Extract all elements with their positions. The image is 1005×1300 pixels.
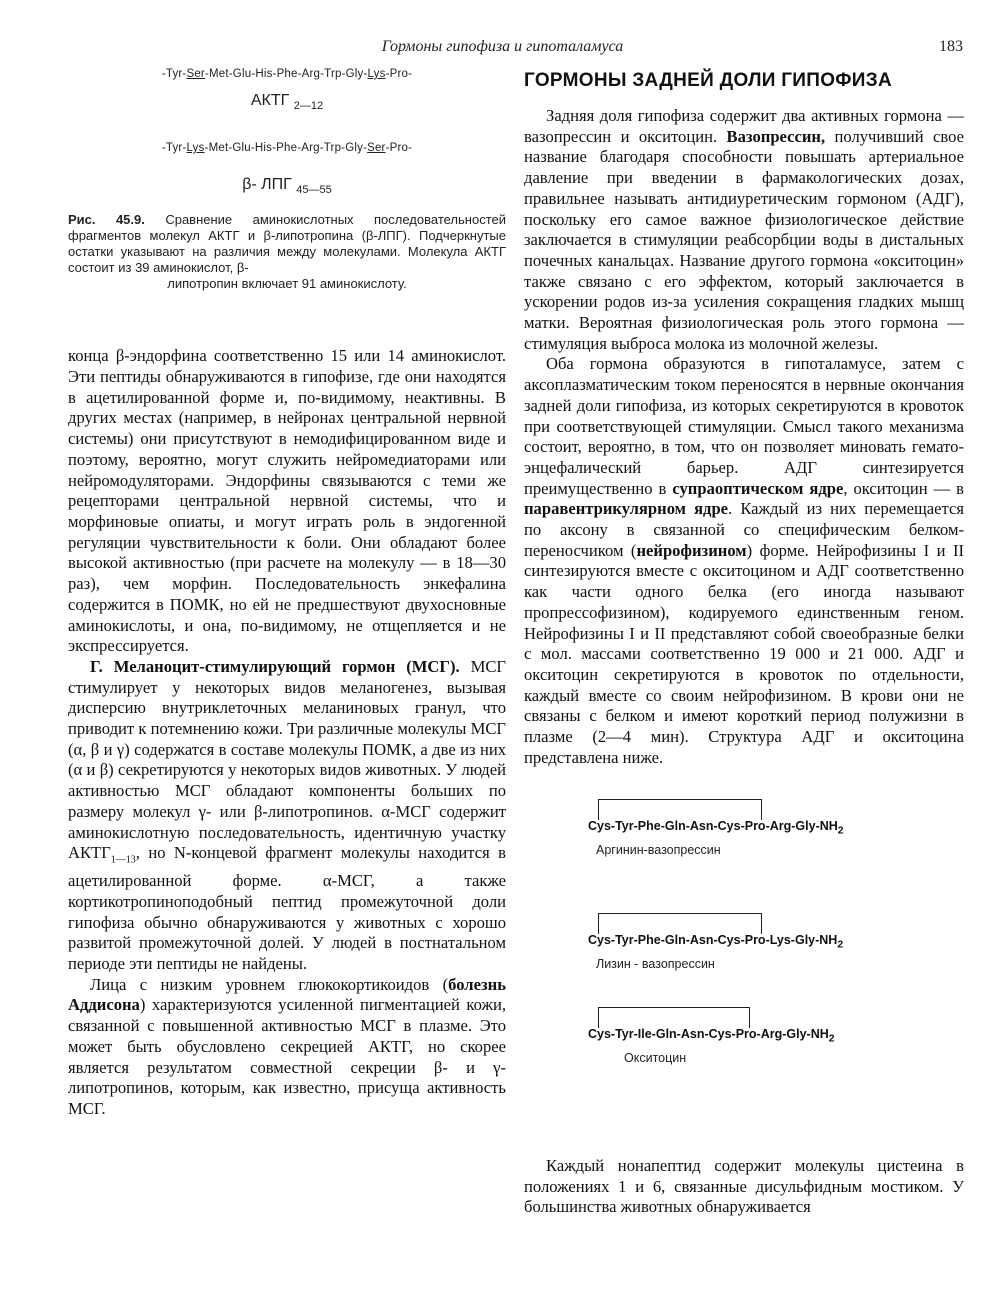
paragraph-endorphins: конца β-эндорфина соответственно 15 или 14 аминокислот. Эти пептиды обнаруживаются в гипофизе, где они находятся в ацетилированной форме и, по-видимому, неактивны. В других местах (например, в нейронах центральной нервной системы) они присутствуют в немодифицированном виде и поэтому, вероятно, могут служить нейромедиаторами или нейромодуляторами. Эндорфины связываются с теми же рецепторами центральной нервной системы, что и морфиновые опиаты, и могут играть роль в эндогенной регуляции чувствительности к боли. Они обладают более высокой активностью (при расчете на молекулу — в 18—30 раз), чем морфин. Последовательность энкефалина содержится в ПОМК, но ей не предшествуют двухосновные аминокислоты, и она, по-видимому, не отщепляется и не экспрессируется.	[68, 346, 506, 656]
peptide-name: Аргинин-вазопрессин	[596, 842, 721, 857]
peptide-oxytocin	[524, 1007, 964, 1107]
paragraph-synthesis: Оба гормона образуются в гипоталамусе, затем с аксоплазматическим током переносятся в нервные окончания задней доли гипофиза, из которых секретируются в кровоток при соответствующей стимуляции. Смысл такого механизма состоит, вероятно, в том, что он позволяет миновать гемато-энцефалический барьер. АДГ синтезируется преимущественно в супраоптическом ядре, окситоцин — в паравентрикулярном ядре. Каждый из них перемещается по аксону в связанной со специфическим белком- переносчиком (нейрофизином) форме. Нейрофизины I и II синтезируются вместе с окситоцином и АДГ соответственно как части одного белка (его иногда называют пропрессофизином), кодируемого единственным геном. Нейрофизины I и II представляют собой своеобразные белки с мол. массами соответственно 19 000 и 21 000. АДГ и окситоцин секретируются в кровоток по отдельности, каждый вместе со своим нейрофизином. В крови они не связаны с белком и имеют короткий период полужизни в плазме (2—4 мин). Структура АДГ и окситоцина представлена ниже.	[524, 354, 965, 767]
peptide-name: Лизин - вазопрессин	[596, 956, 715, 971]
peptide-arg-vasopressin	[524, 799, 964, 899]
peptide-formula: Cys-$Tyr-Ile-Gln-Asn-Cys-Pro-Arg-Gly-NH_2$	[588, 1026, 835, 1044]
paragraph-msh: Г. Меланоцит-стимулирующий гормон (МСГ). МСГ стимулирует у некоторых видов меланогенез, вызывая дисперсию внутриклеточных меланиновых гранул, что приводит к потемнению кожи. Три различные молекулы МСГ (α, β и γ) содержатся в составе молекулы ПОМК, а две из них (α и β) секретируются у некоторых видов животных. У людей активностью МСГ обладают компоненты больших по размеру молекул γ- или β-липотропинов. α-МСГ содержит аминокислотную последовательность, идентичную участку $АКТГ_{1—13}$, но N-концевой фрагмент молекулы находится в ацетилированной форме. α-МСГ, а также кортикотропиноподобный пептид промежуточной доли гипофиза обычно обнаруживаются у животных с хорошо развитой промежуточной долей. У людей в постнатальном периоде эти пептиды не найдены.	[68, 656, 506, 974]
acth-sequence: -Tyr-Ser-Met-Glu-His-Phe-Arg-Trp-Gly-Lys-Pro-	[161, 68, 413, 80]
disulfide-bridge	[598, 1007, 750, 1028]
left-body	[68, 346, 506, 1119]
disulfide-bridge	[598, 799, 762, 820]
disulfide-bridge	[598, 913, 762, 934]
peptide-formula: Cys-$Tyr-Phe-Gln-Asn-Cys-Pro-Arg-Gly-NH_2$	[588, 818, 844, 836]
page-number: 183	[939, 38, 963, 55]
peptide-name: Окситоцин	[624, 1050, 687, 1065]
right-column	[524, 62, 964, 1107]
peptide-structures	[524, 799, 964, 1107]
paragraph-addison: Лица с низким уровнем глюкокортикоидов (болезнь Аддисона) характеризуются усиленной пигментацией кожи, связанной с повышенной активностью МСГ в плазме. Это может быть обусловлено секрецией АКТГ, но скорее является результатом совместной секреции β- и γ-липотропинов, которым, как известно, присуща активность МСГ.	[68, 974, 506, 1118]
running-header: Гормоны гипофиза и гипоталамуса	[381, 38, 624, 55]
acth-label: АКТГ $_{2—12}$	[250, 92, 324, 113]
figure-caption: Рис. 45.9. Сравнение аминокислотных последовательностей фрагментов молекул АКТГ и β-липотропина (β-ЛПГ). Подчеркнутые остатки указывают на различия между молекулами. Молекула АКТГ состоит из 39 аминокислот, β- липотропин включает 91 аминокислоту.	[68, 212, 506, 292]
peptide-lys-vasopressin	[524, 913, 964, 1013]
peptide-formula: Cys-$Tyr-Phe-Gln-Asn-Cys-Pro-Lys-Gly-NH_2$	[588, 932, 844, 950]
section-title: ГОРМОНЫ ЗАДНЕЙ ДОЛИ ГИПОФИЗА	[524, 70, 892, 91]
lph-label: β- ЛПГ $_{45—55}$	[242, 176, 332, 197]
lph-sequence: -Tyr-Lys-Met-Glu-His-Phe-Arg-Trp-Gly-Ser-Pro-	[161, 142, 413, 155]
paragraph-nonapeptide: Каждый нонапептид содержит молекулы цистеина в положениях 1 и 6, связанные дисульфидным мостиком. У большинства животных обнаруживается	[524, 1156, 964, 1217]
figure-45-9	[68, 68, 506, 292]
msh-heading: Г. Меланоцит-стимулирующий гормон (МСГ).	[90, 656, 460, 676]
paragraph-posterior-lobe: Задняя доля гипофиза содержит два активных гормона — вазопрессин и окситоцин. Вазопрессин, получивший свое название благодаря способности повышать артериальное давление при введении в фармакологических дозах, правильнее называть антидиуретическим гормоном (АДГ), поскольку его самое важное физиологическое действие заключается в стимуляции реабсорбции воды в дистальных почечных канальцах. Название другого гормона «окситоцин» также связано с его эффектом, который заключается в ускорении родов из-за усиления сокращения гладких мышц матки. Вероятная физиологическая роль этого гормона — стимуляция выброса молока из молочной железы.	[524, 106, 964, 353]
left-column	[68, 62, 506, 1120]
